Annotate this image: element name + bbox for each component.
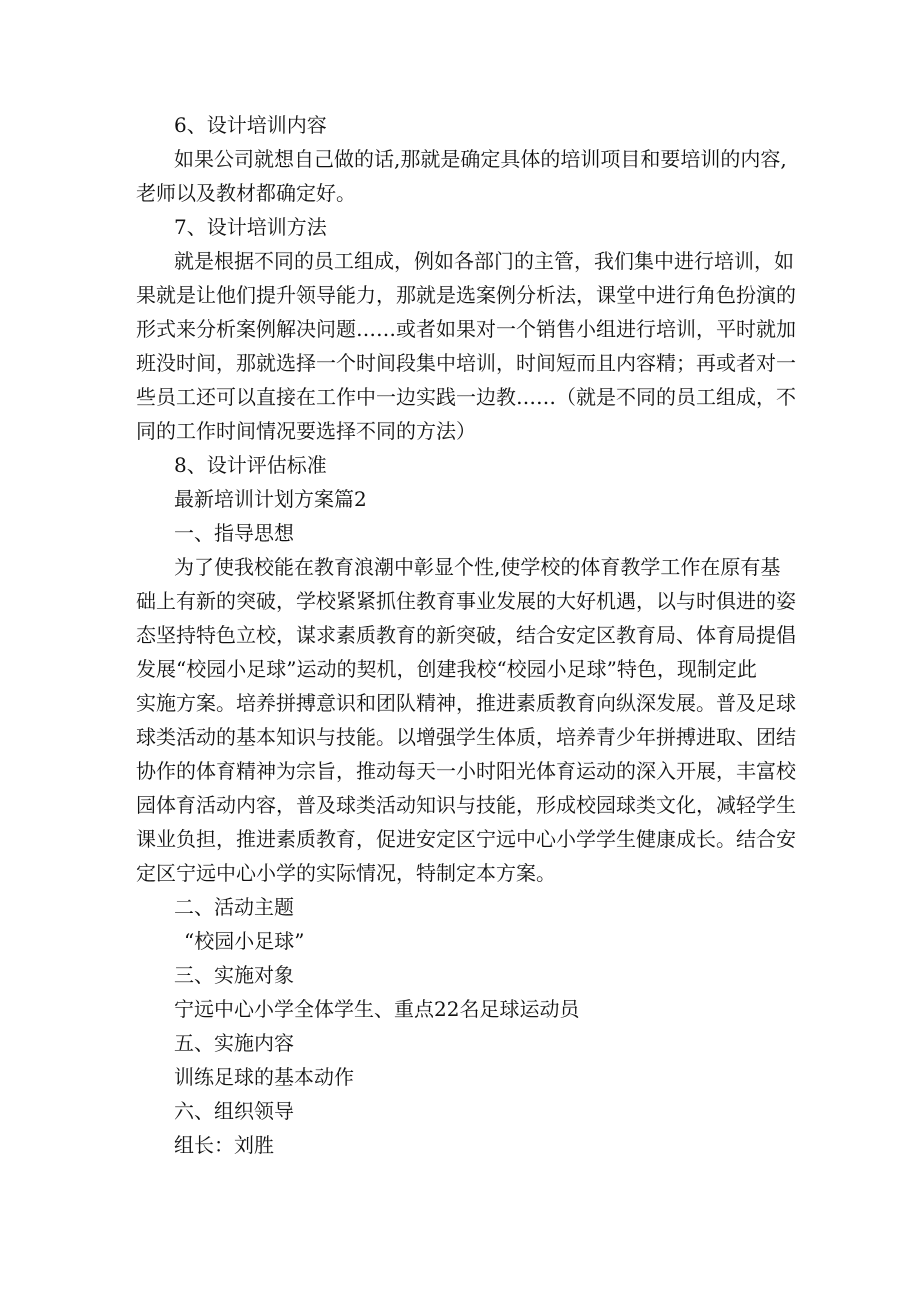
paragraph-line: 如果公司就想自己做的话,那就是确定具体的培训项目和要培训的内容, xyxy=(174,147,787,171)
section-heading-8: 8、设计评估标准 xyxy=(174,453,327,477)
paragraph-line: 定区宁远中心小学的实际情况，特制定本方案。 xyxy=(136,861,556,885)
article-title: 最新培训计划方案篇2 xyxy=(174,487,367,511)
paragraph-line: 班没时间，那就选择一个时间段集中培训，时间短而且内容精；再或者对一 xyxy=(136,351,796,375)
section-heading-6b: 六、组织领导 xyxy=(174,1099,294,1123)
paragraph-line: 老师以及教材都确定好。 xyxy=(136,181,356,205)
section-heading-1: 一、指导思想 xyxy=(174,521,294,545)
paragraph-line: 为了使我校能在教育浪潮中彰显个性,使学校的体育教学工作在原有基 xyxy=(174,555,781,579)
activity-theme: “校园小足球” xyxy=(184,929,305,953)
paragraph-line: 实施方案。培养拼搏意识和团队精神，推进素质教育向纵深发展。普及足球 xyxy=(136,691,796,715)
section-heading-7: 7、设计培训方法 xyxy=(174,215,327,239)
team-leader: 组长：刘胜 xyxy=(174,1133,274,1157)
section-heading-5: 五、实施内容 xyxy=(174,1031,294,1055)
section-heading-3: 三、实施对象 xyxy=(174,963,294,987)
paragraph-line: 态坚持特色立校，谋求素质教育的新突破，结合安定区教育局、体育局提倡 xyxy=(136,623,796,647)
paragraph-line: 础上有新的突破，学校紧紧抓住教育事业发展的大好机遇，以与时俱进的姿 xyxy=(136,589,796,613)
section-heading-2: 二、活动主题 xyxy=(174,895,294,919)
paragraph-line: 园体育活动内容，普及球类活动知识与技能，形成校园球类文化，减轻学生 xyxy=(136,793,796,817)
paragraph-line: 形式来分析案例解决问题……或者如果对一个销售小组进行培训，平时就加 xyxy=(136,317,796,341)
implementation-content: 训练足球的基本动作 xyxy=(174,1065,354,1089)
paragraph-line: 发展“校园小足球”运动的契机，创建我校“校园小足球”特色，现制定此 xyxy=(136,657,757,681)
paragraph-line: 就是根据不同的员工组成，例如各部门的主管，我们集中进行培训，如 xyxy=(174,249,794,273)
target-participants: 宁远中心小学全体学生、重点22名足球运动员 xyxy=(174,997,580,1021)
paragraph-line: 协作的体育精神为宗旨，推动每天一小时阳光体育运动的深入开展，丰富校 xyxy=(136,759,796,783)
paragraph-line: 同的工作时间情况要选择不同的方法） xyxy=(136,419,476,443)
paragraph-line: 球类活动的基本知识与技能。以增强学生体质，培养青少年拼搏进取、团结 xyxy=(136,725,796,749)
paragraph-line: 些员工还可以直接在工作中一边实践一边教……（就是不同的员工组成，不 xyxy=(136,385,796,409)
section-heading-6: 6、设计培训内容 xyxy=(174,113,327,137)
paragraph-line: 果就是让他们提升领导能力，那就是选案例分析法，课堂中进行角色扮演的 xyxy=(136,283,796,307)
document-body xyxy=(136,108,796,1162)
paragraph-line: 课业负担，推进素质教育，促进安定区宁远中心小学学生健康成长。结合安 xyxy=(136,827,796,851)
